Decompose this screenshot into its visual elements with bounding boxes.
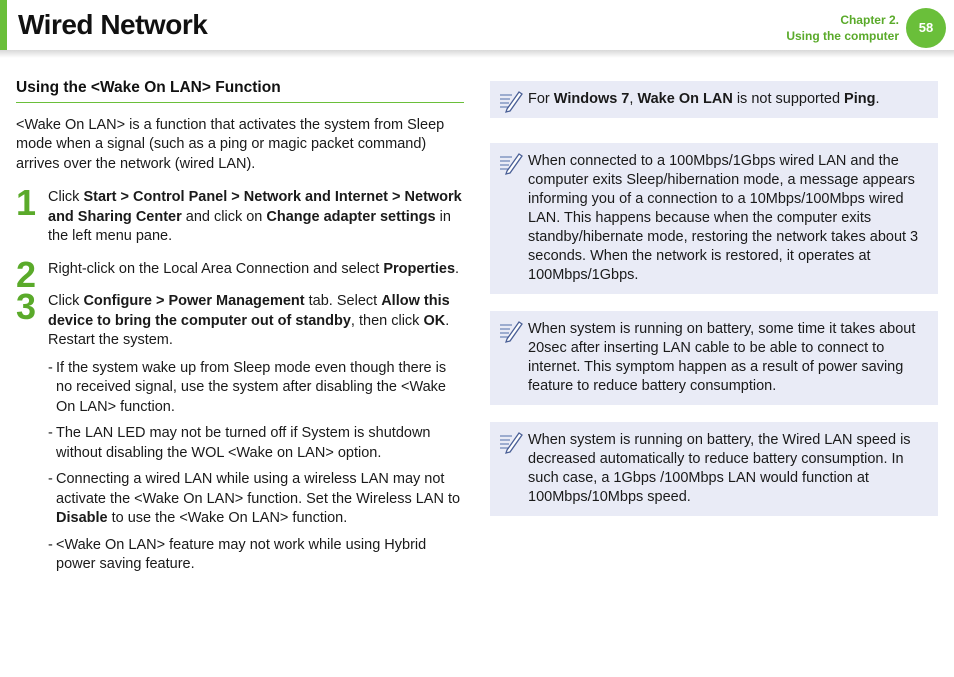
note-box [490, 143, 938, 294]
step [16, 253, 464, 295]
list-item: - <Wake On LAN> feature may not work while using Hybrid power saving feature. [48, 536, 427, 572]
note-box [490, 81, 938, 118]
page-header [0, 0, 954, 58]
list-item: - The LAN LED may not be turned off if System is shutdown without disabling the WOL <Wake on LAN> option. [48, 425, 431, 461]
note-text: For Windows 7, Wake On LAN is not supported Ping. [528, 91, 880, 107]
list-item: - If the system wake up from Sleep mode even though there is no received signal, use the system after disabling the <Wake On LAN> function. [48, 359, 447, 415]
list-item: - Connecting a wired LAN while using a wireless LAN may not activate the <Wake On LAN> function. Set the Wireless LAN to Disable to use the <Wake On LAN> function. [48, 471, 461, 526]
step-text: Click Configure > Power Management tab. Select Allow this device to bring the computer out of standby, then click OK. Restart the system. [48, 293, 450, 348]
chapter-label [786, 12, 899, 44]
step-number: 1 [16, 182, 37, 223]
pencil-note-icon [497, 430, 523, 454]
step-number: 3 [16, 286, 37, 327]
pencil-note-icon [497, 151, 523, 175]
note-text: When system is running on battery, some time it takes about 20sec after inserting LAN cable to be able to connect to internet. This symptom happen as a result of power saving feature to reduce battery consumption. [528, 321, 916, 394]
step [16, 182, 464, 247]
step-number: 2 [16, 253, 37, 295]
page-title: Wired Network [18, 9, 208, 40]
page-number-badge: 58 [906, 8, 946, 48]
pencil-note-icon [497, 319, 523, 343]
note-box [490, 422, 938, 516]
header-accent-bar [0, 0, 7, 50]
step-text: Right-click on the Local Area Connection and select Properties. [48, 260, 460, 277]
section-title: Using the <Wake On LAN> Function [16, 78, 464, 103]
pencil-note-icon [497, 89, 523, 113]
bullet-list [16, 359, 464, 575]
note-text: When connected to a 100Mbps/1Gbps wired LAN and the computer exits Sleep/hibernation mode, a message appears informing you of a connection to a 10Mbps/100Mbps wired LAN. This happens because when the computer exits standby/hibernate mode, restoring the network takes about 3 seconds. When the network is restored, it operates at 100Mbps/1Gbps. [528, 153, 919, 283]
chapter-number: Chapter 2. [840, 13, 899, 27]
note-text: When system is running on battery, the Wired LAN speed is decreased automatically to reduce battery consumption. In such case, a 1Gbps /100Mbps LAN would function at 100Mbps/10Mbps speed. [528, 432, 911, 505]
chapter-subtitle: Using the computer [786, 29, 899, 43]
note-box [490, 311, 938, 405]
section-intro: <Wake On LAN> is a function that activates the system from Sleep mode when a signal (such as a ping or magic packet command) arrives over the network (wired LAN). [16, 116, 445, 172]
main-column [16, 78, 464, 582]
step [16, 286, 464, 351]
step-text: Click Start > Control Panel > Network and Internet > Network and Sharing Center and click on Change adapter settings in the left menu pane. [48, 189, 462, 244]
header-divider [0, 50, 954, 58]
